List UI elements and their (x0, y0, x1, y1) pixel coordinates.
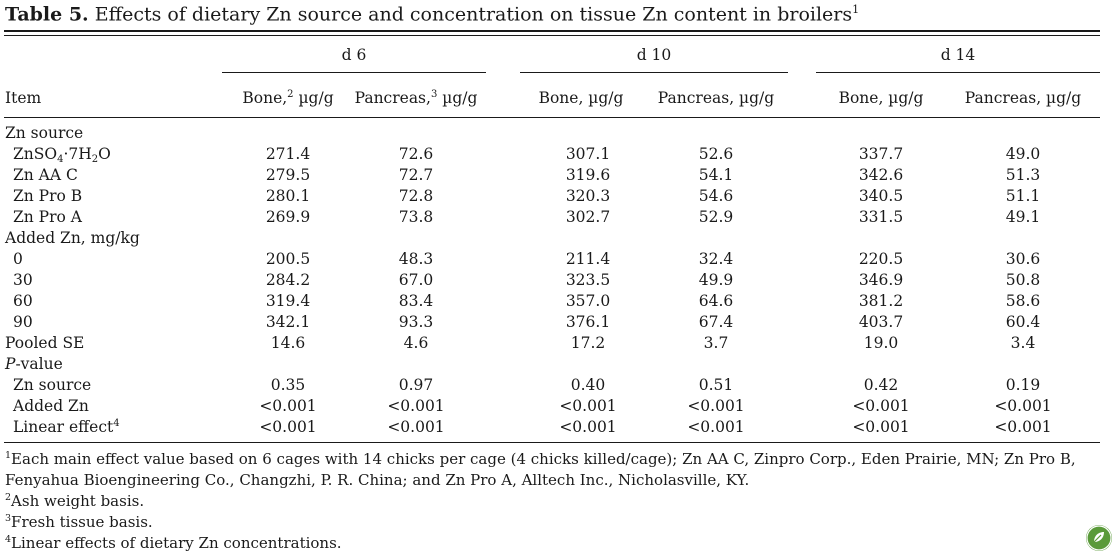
row-label: 90 (13, 313, 33, 331)
row-label: Linear effect$^4$ (13, 418, 120, 437)
table-cell: 320.3 (565, 187, 611, 205)
column-header-text: Pancreas, (354, 89, 431, 108)
table-cell: 64.6 (698, 292, 734, 310)
table-title (5, 3, 859, 25)
row-label: Added Zn (13, 397, 89, 415)
table-cell: 72.8 (398, 187, 434, 205)
row-label: Zn Pro A (13, 208, 82, 226)
table-cell: 54.6 (698, 187, 734, 205)
footnote: $^2$Ash weight basis. (5, 492, 145, 510)
column-header-4 (636, 89, 796, 107)
table-row (0, 376, 1119, 397)
publisher-leaf-icon (1086, 525, 1112, 551)
table-cell: 0.42 (863, 376, 899, 394)
table-row (0, 397, 1119, 418)
top-rule-2 (4, 35, 1100, 36)
column-header-6 (943, 89, 1103, 107)
footnote: $^3$Fresh tissue basis. (5, 513, 153, 531)
row-label: Zn Pro B (13, 187, 83, 205)
row-label: P-value (5, 355, 63, 373)
footnote: $^1$Each main effect value based on 6 cages with 14 chicks per cage (4 chicks killed/cage); Zn AA C, Zinpro Corp., Eden Prairie, MN; Zn Pro B, (5, 450, 1076, 468)
table-cell: <0.001 (994, 418, 1052, 436)
row-label: Added Zn, mg/kg (5, 229, 140, 247)
table-row (0, 292, 1119, 313)
group-d10: d 10 (636, 46, 672, 64)
table-cell: 52.9 (698, 208, 734, 226)
column-header-unit: µg/g (293, 89, 334, 108)
table-cell: 271.4 (265, 145, 311, 163)
table-cell: 83.4 (398, 292, 434, 310)
table-cell: 342.1 (265, 313, 311, 331)
table-cell: 340.5 (858, 187, 904, 205)
table-cell: 346.9 (858, 271, 904, 289)
row-label: Zn AA C (13, 166, 78, 184)
table-cell: 51.1 (1005, 187, 1041, 205)
table-cell: 0.97 (398, 376, 434, 394)
table-row (0, 334, 1119, 355)
table-cell: 0.35 (270, 376, 306, 394)
table-row (0, 124, 1119, 145)
column-header-text: Pancreas, µg/g (964, 89, 1082, 107)
table-cell: 302.7 (565, 208, 611, 226)
group-d10-rule (520, 72, 788, 73)
row-label: Zn source (5, 124, 84, 142)
table-cell: 48.3 (398, 250, 434, 268)
header-rule (4, 117, 1100, 118)
table-cell: 211.4 (565, 250, 611, 268)
item-column-header: Item (5, 89, 42, 107)
table-cell: 0.40 (570, 376, 606, 394)
table-cell: 52.6 (698, 145, 734, 163)
table-row (0, 208, 1119, 229)
group-d14: d 14 (940, 46, 976, 64)
table-cell: <0.001 (387, 418, 445, 436)
table-cell: 67.0 (398, 271, 434, 289)
table-number: Table 5. (5, 3, 89, 26)
table-cell: 93.3 (398, 313, 434, 331)
footnote: $^4$Linear effects of dietary Zn concentrations. (5, 534, 342, 552)
table-cell: 337.7 (858, 145, 904, 163)
table-row (0, 145, 1119, 166)
row-label: 0 (13, 250, 23, 268)
row-label: ZnSO4·7H2O (13, 145, 111, 165)
table-cell: 381.2 (858, 292, 904, 310)
table-cell: 17.2 (570, 334, 606, 352)
table-cell: <0.001 (994, 397, 1052, 415)
top-rule (4, 30, 1100, 32)
table-cell: <0.001 (259, 418, 317, 436)
table-cell: <0.001 (852, 418, 910, 436)
table-cell: 19.0 (863, 334, 899, 352)
table-cell: 220.5 (858, 250, 904, 268)
group-d14-rule (816, 72, 1100, 73)
table-cell: 58.6 (1005, 292, 1041, 310)
row-label: Zn source (13, 376, 92, 394)
table-row (0, 187, 1119, 208)
column-header-note: 2 (287, 89, 294, 100)
column-header-unit: µg/g (437, 89, 478, 108)
table-cell: 0.19 (1005, 376, 1041, 394)
table-cell: 73.8 (398, 208, 434, 226)
table-cell: 49.0 (1005, 145, 1041, 163)
table-cell: 49.1 (1005, 208, 1041, 226)
table-cell: <0.001 (559, 418, 617, 436)
table-cell: 67.4 (698, 313, 734, 331)
table-cell: 269.9 (265, 208, 311, 226)
column-header-text: Bone, µg/g (838, 89, 924, 107)
table-cell: 307.1 (565, 145, 611, 163)
table-cell: 323.5 (565, 271, 611, 289)
table-cell: <0.001 (559, 397, 617, 415)
table-cell: 32.4 (698, 250, 734, 268)
table-cell: 331.5 (858, 208, 904, 226)
table-caption: Effects of dietary Zn source and concentration on tissue Zn content in broilers (94, 3, 853, 26)
table-cell: <0.001 (259, 397, 317, 415)
table-row (0, 250, 1119, 271)
table-cell: 284.2 (265, 271, 311, 289)
table-cell: 54.1 (698, 166, 734, 184)
table-cell: <0.001 (387, 397, 445, 415)
table-cell: 376.1 (565, 313, 611, 331)
table-cell: 51.3 (1005, 166, 1041, 184)
table-cell: <0.001 (852, 397, 910, 415)
table-cell: 403.7 (858, 313, 904, 331)
table-cell: 357.0 (565, 292, 611, 310)
group-d6: d 6 (341, 46, 367, 64)
column-header-5 (801, 89, 961, 107)
row-label: Pooled SE (5, 334, 85, 352)
table-cell: 4.6 (403, 334, 429, 352)
table-cell: 72.7 (398, 166, 434, 184)
footnote: Fenyahua Bioengineering Co., Changzhi, P. R. China; and Zn Pro A, Alltech Inc., Nicholasville, KY. (5, 471, 750, 489)
table-row (0, 271, 1119, 292)
table-cell: 60.4 (1005, 313, 1041, 331)
table-cell: 319.6 (565, 166, 611, 184)
table-row (0, 355, 1119, 376)
table-cell: 280.1 (265, 187, 311, 205)
table-cell: 319.4 (265, 292, 311, 310)
table-cell: 200.5 (265, 250, 311, 268)
column-header-2 (336, 89, 496, 107)
table-cell: 342.6 (858, 166, 904, 184)
table-cell: 3.7 (703, 334, 729, 352)
column-header-text: Bone, µg/g (538, 89, 624, 107)
table-cell: 50.8 (1005, 271, 1041, 289)
bottom-rule (4, 442, 1100, 443)
row-label: 60 (13, 292, 33, 310)
table-row (0, 418, 1119, 439)
table-cell: 3.4 (1010, 334, 1036, 352)
table-cell: <0.001 (687, 418, 745, 436)
row-label: 30 (13, 271, 33, 289)
column-header-text: Bone, (242, 89, 288, 108)
table-cell: 0.51 (698, 376, 734, 394)
table-cell: 49.9 (698, 271, 734, 289)
column-header-text: Pancreas, µg/g (657, 89, 775, 107)
table-cell: 14.6 (270, 334, 306, 352)
title-footnote-mark: 1 (852, 3, 860, 16)
table-cell: 30.6 (1005, 250, 1041, 268)
group-d6-rule (222, 72, 486, 73)
table-cell: 279.5 (265, 166, 311, 184)
table-row (0, 229, 1119, 250)
table-row (0, 166, 1119, 187)
table-cell: <0.001 (687, 397, 745, 415)
column-header-note: 3 (430, 89, 438, 100)
table-row (0, 313, 1119, 334)
table-cell: 72.6 (398, 145, 434, 163)
